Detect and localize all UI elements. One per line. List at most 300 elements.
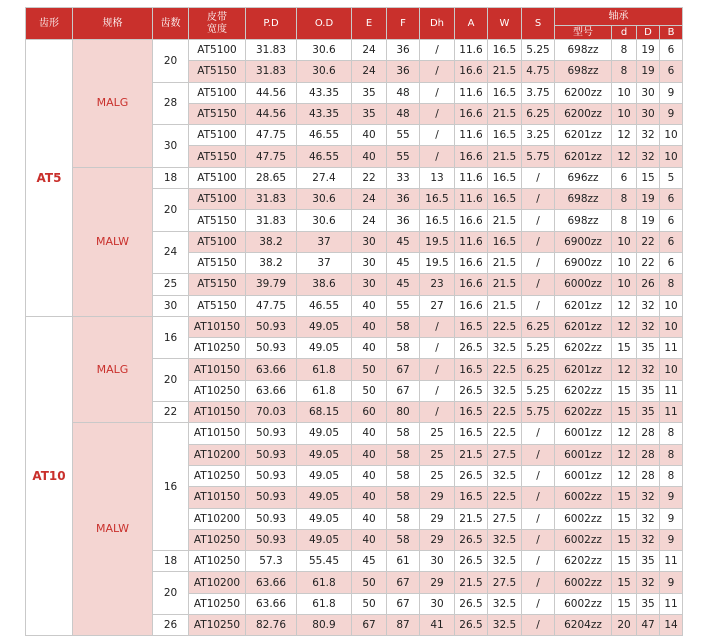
header-bearing: 轴承 [555, 8, 683, 26]
bearing-model-cell: 6201zz [555, 359, 612, 380]
w-cell: 16.5 [488, 40, 522, 61]
pd-cell: 50.93 [246, 465, 297, 486]
pd-cell: 44.56 [246, 103, 297, 124]
bearing-d-inner-cell: 10 [612, 103, 637, 124]
a-cell: 11.6 [455, 231, 488, 252]
w-cell: 16.5 [488, 167, 522, 188]
w-cell: 27.5 [488, 444, 522, 465]
bearing-d-inner-cell: 12 [612, 316, 637, 337]
bearing-model-cell: 6900zz [555, 252, 612, 273]
a-cell: 26.5 [455, 551, 488, 572]
dh-cell: / [420, 125, 455, 146]
pd-cell: 50.93 [246, 508, 297, 529]
a-cell: 16.5 [455, 359, 488, 380]
bearing-model-cell: 6001zz [555, 465, 612, 486]
bearing-model-cell: 6201zz [555, 125, 612, 146]
belt-width-cell: AT10200 [189, 508, 246, 529]
bearing-d-inner-cell: 12 [612, 444, 637, 465]
e-cell: 40 [352, 338, 387, 359]
belt-width-cell: AT10200 [189, 572, 246, 593]
bearing-d-outer-cell: 26 [637, 274, 660, 295]
dh-cell: 25 [420, 465, 455, 486]
dh-cell: / [420, 380, 455, 401]
bearing-model-cell: 6202zz [555, 338, 612, 359]
pd-cell: 57.3 [246, 551, 297, 572]
s-cell: 4.75 [522, 61, 555, 82]
bearing-d-inner-cell: 12 [612, 465, 637, 486]
od-cell: 49.05 [297, 316, 352, 337]
bearing-d-inner-cell: 12 [612, 359, 637, 380]
e-cell: 30 [352, 231, 387, 252]
od-cell: 49.05 [297, 338, 352, 359]
dh-cell: 29 [420, 529, 455, 550]
bearing-d-outer-cell: 22 [637, 231, 660, 252]
pd-cell: 31.83 [246, 210, 297, 231]
header-shape: 齿形 [26, 8, 73, 40]
e-cell: 40 [352, 316, 387, 337]
bearing-d-outer-cell: 32 [637, 572, 660, 593]
belt-width-cell: AT10150 [189, 487, 246, 508]
bearing-b-cell: 11 [660, 402, 683, 423]
s-cell: / [522, 189, 555, 210]
bearing-d-inner-cell: 8 [612, 61, 637, 82]
od-cell: 68.15 [297, 402, 352, 423]
s-cell: / [522, 210, 555, 231]
bearing-d-inner-cell: 15 [612, 572, 637, 593]
spec-group-cell: MALW [73, 423, 153, 636]
spec-table-container [25, 7, 682, 636]
shape-cell: AT10 [26, 316, 73, 635]
w-cell: 21.5 [488, 146, 522, 167]
w-cell: 16.5 [488, 231, 522, 252]
dh-cell: 23 [420, 274, 455, 295]
bearing-d-inner-cell: 8 [612, 40, 637, 61]
bearing-b-cell: 6 [660, 189, 683, 210]
bearing-model-cell: 6002zz [555, 572, 612, 593]
teeth-count-cell: 18 [153, 167, 189, 188]
teeth-count-cell: 28 [153, 82, 189, 125]
belt-width-cell: AT10250 [189, 338, 246, 359]
od-cell: 61.8 [297, 593, 352, 614]
e-cell: 22 [352, 167, 387, 188]
s-cell: 6.25 [522, 359, 555, 380]
header-bearing-d-inner: d [612, 26, 637, 40]
bearing-b-cell: 8 [660, 465, 683, 486]
pd-cell: 63.66 [246, 380, 297, 401]
od-cell: 61.8 [297, 359, 352, 380]
w-cell: 32.5 [488, 593, 522, 614]
s-cell: / [522, 274, 555, 295]
s-cell: / [522, 295, 555, 316]
bearing-b-cell: 10 [660, 316, 683, 337]
dh-cell: 27 [420, 295, 455, 316]
dh-cell: / [420, 103, 455, 124]
a-cell: 16.6 [455, 252, 488, 273]
w-cell: 27.5 [488, 508, 522, 529]
bearing-b-cell: 14 [660, 615, 683, 636]
dh-cell: / [420, 40, 455, 61]
s-cell: / [522, 252, 555, 273]
w-cell: 22.5 [488, 316, 522, 337]
e-cell: 50 [352, 572, 387, 593]
belt-width-cell: AT10200 [189, 444, 246, 465]
teeth-count-cell: 20 [153, 359, 189, 402]
a-cell: 26.5 [455, 465, 488, 486]
f-cell: 36 [387, 189, 420, 210]
e-cell: 24 [352, 61, 387, 82]
w-cell: 21.5 [488, 295, 522, 316]
bearing-model-cell: 698zz [555, 40, 612, 61]
e-cell: 50 [352, 593, 387, 614]
bearing-model-cell: 6001zz [555, 423, 612, 444]
s-cell: 3.75 [522, 82, 555, 103]
e-cell: 40 [352, 529, 387, 550]
f-cell: 55 [387, 125, 420, 146]
bearing-model-cell: 6000zz [555, 274, 612, 295]
bearing-b-cell: 9 [660, 103, 683, 124]
dh-cell: 25 [420, 423, 455, 444]
bearing-d-inner-cell: 15 [612, 380, 637, 401]
w-cell: 32.5 [488, 529, 522, 550]
pd-cell: 31.83 [246, 189, 297, 210]
pulley-spec-table [25, 7, 683, 636]
a-cell: 21.5 [455, 444, 488, 465]
s-cell: / [522, 487, 555, 508]
belt-width-cell: AT5100 [189, 125, 246, 146]
dh-cell: 29 [420, 508, 455, 529]
bearing-model-cell: 6001zz [555, 444, 612, 465]
e-cell: 45 [352, 551, 387, 572]
e-cell: 40 [352, 423, 387, 444]
bearing-b-cell: 10 [660, 146, 683, 167]
bearing-model-cell: 6200zz [555, 82, 612, 103]
e-cell: 35 [352, 103, 387, 124]
od-cell: 49.05 [297, 423, 352, 444]
belt-width-cell: AT10150 [189, 402, 246, 423]
s-cell: / [522, 444, 555, 465]
bearing-d-inner-cell: 10 [612, 252, 637, 273]
bearing-b-cell: 9 [660, 82, 683, 103]
w-cell: 21.5 [488, 61, 522, 82]
dh-cell: 19.5 [420, 231, 455, 252]
dh-cell: 19.5 [420, 252, 455, 273]
bearing-model-cell: 6002zz [555, 487, 612, 508]
header-belt-width-line1: 皮带 [207, 12, 227, 23]
s-cell: / [522, 508, 555, 529]
belt-width-cell: AT10150 [189, 423, 246, 444]
od-cell: 49.05 [297, 444, 352, 465]
e-cell: 40 [352, 295, 387, 316]
a-cell: 16.6 [455, 103, 488, 124]
table-row [26, 167, 683, 188]
pd-cell: 50.93 [246, 444, 297, 465]
bearing-b-cell: 11 [660, 593, 683, 614]
bearing-model-cell: 698zz [555, 210, 612, 231]
pd-cell: 31.83 [246, 40, 297, 61]
belt-width-cell: AT10150 [189, 316, 246, 337]
e-cell: 24 [352, 40, 387, 61]
f-cell: 55 [387, 146, 420, 167]
bearing-model-cell: 698zz [555, 189, 612, 210]
belt-width-cell: AT10250 [189, 529, 246, 550]
od-cell: 30.6 [297, 61, 352, 82]
od-cell: 55.45 [297, 551, 352, 572]
header-f: F [387, 8, 420, 40]
w-cell: 21.5 [488, 103, 522, 124]
od-cell: 49.05 [297, 465, 352, 486]
w-cell: 16.5 [488, 82, 522, 103]
belt-width-cell: AT10250 [189, 380, 246, 401]
bearing-model-cell: 6900zz [555, 231, 612, 252]
bearing-d-outer-cell: 47 [637, 615, 660, 636]
f-cell: 48 [387, 82, 420, 103]
shape-cell: AT5 [26, 40, 73, 317]
pd-cell: 63.66 [246, 572, 297, 593]
bearing-d-outer-cell: 35 [637, 551, 660, 572]
od-cell: 27.4 [297, 167, 352, 188]
w-cell: 21.5 [488, 252, 522, 273]
w-cell: 21.5 [488, 274, 522, 295]
belt-width-cell: AT5100 [189, 40, 246, 61]
bearing-b-cell: 9 [660, 572, 683, 593]
teeth-count-cell: 22 [153, 402, 189, 423]
od-cell: 46.55 [297, 295, 352, 316]
bearing-d-inner-cell: 15 [612, 487, 637, 508]
f-cell: 67 [387, 359, 420, 380]
w-cell: 32.5 [488, 615, 522, 636]
f-cell: 48 [387, 103, 420, 124]
bearing-d-outer-cell: 19 [637, 210, 660, 231]
bearing-d-outer-cell: 35 [637, 402, 660, 423]
pd-cell: 28.65 [246, 167, 297, 188]
bearing-d-inner-cell: 10 [612, 231, 637, 252]
bearing-d-outer-cell: 15 [637, 167, 660, 188]
belt-width-cell: AT10250 [189, 465, 246, 486]
f-cell: 45 [387, 231, 420, 252]
header-belt-width [189, 8, 246, 40]
f-cell: 58 [387, 465, 420, 486]
bearing-b-cell: 10 [660, 295, 683, 316]
bearing-d-outer-cell: 32 [637, 146, 660, 167]
header-pd: P.D [246, 8, 297, 40]
f-cell: 67 [387, 593, 420, 614]
bearing-d-outer-cell: 28 [637, 423, 660, 444]
w-cell: 21.5 [488, 210, 522, 231]
bearing-b-cell: 6 [660, 61, 683, 82]
bearing-model-cell: 698zz [555, 61, 612, 82]
belt-width-cell: AT5150 [189, 210, 246, 231]
bearing-d-inner-cell: 15 [612, 508, 637, 529]
w-cell: 22.5 [488, 402, 522, 423]
belt-width-cell: AT5150 [189, 146, 246, 167]
s-cell: / [522, 167, 555, 188]
bearing-d-inner-cell: 12 [612, 295, 637, 316]
header-w: W [488, 8, 522, 40]
pd-cell: 47.75 [246, 125, 297, 146]
f-cell: 55 [387, 295, 420, 316]
bearing-d-outer-cell: 32 [637, 125, 660, 146]
f-cell: 67 [387, 380, 420, 401]
bearing-b-cell: 9 [660, 529, 683, 550]
bearing-d-outer-cell: 35 [637, 593, 660, 614]
bearing-model-cell: 6002zz [555, 508, 612, 529]
f-cell: 80 [387, 402, 420, 423]
a-cell: 26.5 [455, 593, 488, 614]
dh-cell: 16.5 [420, 189, 455, 210]
f-cell: 45 [387, 252, 420, 273]
dh-cell: / [420, 61, 455, 82]
od-cell: 43.35 [297, 82, 352, 103]
bearing-d-outer-cell: 28 [637, 465, 660, 486]
od-cell: 43.35 [297, 103, 352, 124]
belt-width-cell: AT5100 [189, 231, 246, 252]
bearing-d-inner-cell: 10 [612, 82, 637, 103]
bearing-b-cell: 6 [660, 231, 683, 252]
w-cell: 32.5 [488, 338, 522, 359]
f-cell: 58 [387, 444, 420, 465]
e-cell: 40 [352, 508, 387, 529]
a-cell: 26.5 [455, 615, 488, 636]
belt-width-cell: AT5100 [189, 189, 246, 210]
a-cell: 16.6 [455, 146, 488, 167]
a-cell: 16.5 [455, 487, 488, 508]
f-cell: 36 [387, 210, 420, 231]
belt-width-cell: AT5100 [189, 82, 246, 103]
od-cell: 37 [297, 231, 352, 252]
e-cell: 40 [352, 125, 387, 146]
bearing-d-inner-cell: 12 [612, 146, 637, 167]
dh-cell: 29 [420, 572, 455, 593]
od-cell: 80.9 [297, 615, 352, 636]
od-cell: 61.8 [297, 380, 352, 401]
s-cell: / [522, 551, 555, 572]
bearing-d-inner-cell: 15 [612, 402, 637, 423]
f-cell: 45 [387, 274, 420, 295]
f-cell: 36 [387, 40, 420, 61]
f-cell: 58 [387, 316, 420, 337]
s-cell: / [522, 593, 555, 614]
belt-width-cell: AT5150 [189, 252, 246, 273]
pd-cell: 50.93 [246, 338, 297, 359]
bearing-d-outer-cell: 19 [637, 61, 660, 82]
od-cell: 37 [297, 252, 352, 273]
a-cell: 26.5 [455, 380, 488, 401]
f-cell: 67 [387, 572, 420, 593]
s-cell: / [522, 465, 555, 486]
header-bearing-b: B [660, 26, 683, 40]
e-cell: 50 [352, 380, 387, 401]
a-cell: 16.6 [455, 210, 488, 231]
header-s: S [522, 8, 555, 40]
e-cell: 67 [352, 615, 387, 636]
f-cell: 58 [387, 508, 420, 529]
dh-cell: / [420, 146, 455, 167]
bearing-d-inner-cell: 15 [612, 338, 637, 359]
bearing-d-inner-cell: 15 [612, 529, 637, 550]
bearing-b-cell: 6 [660, 252, 683, 273]
od-cell: 49.05 [297, 508, 352, 529]
spec-group-cell: MALG [73, 316, 153, 422]
bearing-b-cell: 10 [660, 125, 683, 146]
pd-cell: 50.93 [246, 529, 297, 550]
s-cell: / [522, 423, 555, 444]
s-cell: 5.75 [522, 146, 555, 167]
bearing-model-cell: 6002zz [555, 529, 612, 550]
dh-cell: 25 [420, 444, 455, 465]
bearing-d-inner-cell: 10 [612, 274, 637, 295]
teeth-count-cell: 20 [153, 572, 189, 615]
pd-cell: 31.83 [246, 61, 297, 82]
f-cell: 36 [387, 61, 420, 82]
bearing-model-cell: 6201zz [555, 295, 612, 316]
bearing-model-cell: 6202zz [555, 551, 612, 572]
table-row [26, 316, 683, 337]
a-cell: 11.6 [455, 189, 488, 210]
belt-width-cell: AT10250 [189, 551, 246, 572]
bearing-d-inner-cell: 15 [612, 593, 637, 614]
dh-cell: / [420, 402, 455, 423]
bearing-d-outer-cell: 22 [637, 252, 660, 273]
bearing-b-cell: 8 [660, 423, 683, 444]
header-a: A [455, 8, 488, 40]
bearing-b-cell: 11 [660, 380, 683, 401]
belt-width-cell: AT5150 [189, 61, 246, 82]
bearing-model-cell: 6002zz [555, 593, 612, 614]
s-cell: / [522, 529, 555, 550]
spec-group-cell: MALW [73, 167, 153, 316]
a-cell: 11.6 [455, 167, 488, 188]
s-cell: / [522, 572, 555, 593]
f-cell: 61 [387, 551, 420, 572]
od-cell: 46.55 [297, 125, 352, 146]
teeth-count-cell: 16 [153, 316, 189, 359]
a-cell: 26.5 [455, 338, 488, 359]
belt-width-cell: AT5100 [189, 167, 246, 188]
a-cell: 11.6 [455, 125, 488, 146]
bearing-b-cell: 11 [660, 551, 683, 572]
bearing-d-outer-cell: 30 [637, 82, 660, 103]
bearing-model-cell: 6201zz [555, 316, 612, 337]
od-cell: 49.05 [297, 487, 352, 508]
table-row [26, 40, 683, 61]
od-cell: 30.6 [297, 210, 352, 231]
pd-cell: 38.2 [246, 252, 297, 273]
s-cell: / [522, 231, 555, 252]
bearing-b-cell: 8 [660, 444, 683, 465]
bearing-d-inner-cell: 15 [612, 551, 637, 572]
spec-table-body [26, 40, 683, 636]
header-spec: 规格 [73, 8, 153, 40]
s-cell: 3.25 [522, 125, 555, 146]
od-cell: 61.8 [297, 572, 352, 593]
teeth-count-cell: 30 [153, 295, 189, 316]
belt-width-cell: AT5150 [189, 103, 246, 124]
bearing-b-cell: 8 [660, 274, 683, 295]
dh-cell: 13 [420, 167, 455, 188]
e-cell: 30 [352, 252, 387, 273]
bearing-b-cell: 10 [660, 359, 683, 380]
e-cell: 40 [352, 487, 387, 508]
belt-width-cell: AT5150 [189, 295, 246, 316]
a-cell: 21.5 [455, 572, 488, 593]
belt-width-cell: AT10150 [189, 359, 246, 380]
f-cell: 58 [387, 423, 420, 444]
e-cell: 40 [352, 465, 387, 486]
bearing-d-outer-cell: 32 [637, 529, 660, 550]
dh-cell: / [420, 359, 455, 380]
bearing-d-inner-cell: 8 [612, 189, 637, 210]
w-cell: 16.5 [488, 189, 522, 210]
